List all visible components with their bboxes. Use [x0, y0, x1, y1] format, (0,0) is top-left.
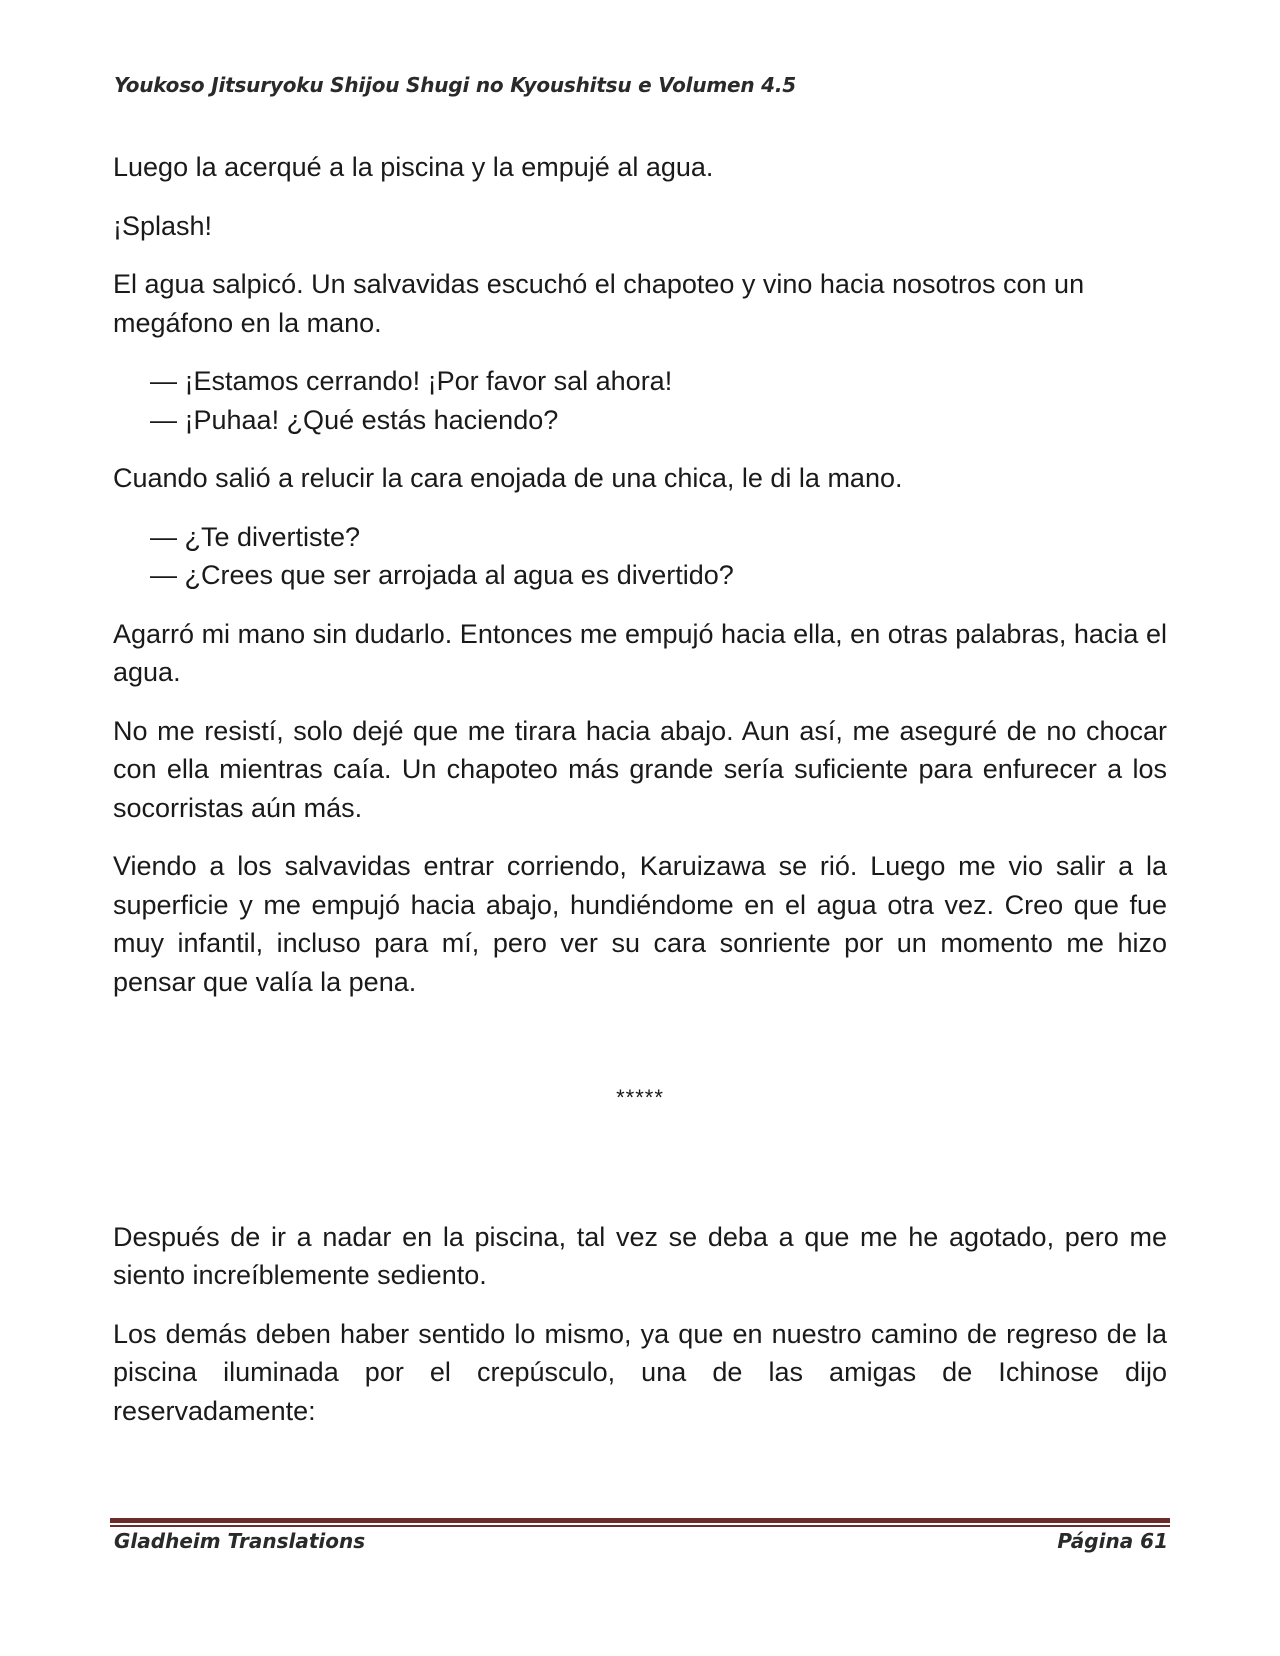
dialog-block [150, 362, 1167, 439]
running-header: Youkoso Jitsuryoku Shijou Shugi no Kyoushitsu e Volumen 4.5 [114, 73, 796, 97]
paragraph: Después de ir a nadar en la piscina, tal vez se deba a que me he agotado, pero me siento increíblemente sediento. [113, 1221, 1167, 1290]
dialog-block [150, 518, 1167, 595]
footer-rule-thin [110, 1525, 1170, 1527]
page-number: Página 61 [1057, 1529, 1168, 1553]
page-body [113, 148, 1167, 1450]
paragraph: Los demás deben haber sentido lo mismo, ya que en nuestro camino de regreso de la piscina iluminada por el crepúsculo, una de las amigas de Ichinose dijo reservadamente: [113, 1318, 1167, 1426]
dialog-line: — ¿Crees que ser arrojada al agua es divertido? [150, 560, 734, 590]
dialog-line: — ¿Te divertiste? [150, 521, 361, 552]
paragraph: Luego la acerqué a la piscina y la empujé al agua. [113, 152, 714, 182]
paragraph: Cuando salió a relucir la cara enojada de una chica, le di la mano. [113, 463, 903, 493]
footer-credit: Gladheim Translations [114, 1529, 366, 1553]
paragraph: No me resistí, solo dejé que me tirara hacia abajo. Aun así, me aseguré de no chocar con ella mientras caía. Un chapoteo más grande sería suficiente para enfurecer a los socorristas aún más. [113, 715, 1167, 823]
paragraph: ¡Splash! [113, 210, 213, 241]
dialog-line: — ¡Puhaa! ¿Qué estás haciendo? [150, 404, 559, 435]
paragraph: Viendo a los salvavidas entrar corriendo, Karuizawa se rió. Luego me vio salir a la superficie y me empujó hacia abajo, hundiéndome en el agua otra vez. Creo que fue muy infantil, incluso para mí, pero ver su cara sonriente por un momento me hizo pensar que valía la pena. [113, 851, 1167, 997]
paragraph: El agua salpicó. Un salvavidas escuchó el chapoteo y vino hacia nosotros con un megáfono en la mano. [113, 269, 1085, 338]
footer-rule [110, 1518, 1170, 1523]
scene-separator: ***** [616, 1085, 664, 1110]
dialog-line: — ¡Estamos cerrando! ¡Por favor sal ahora! [150, 366, 673, 396]
paragraph: Agarró mi mano sin dudarlo. Entonces me empujó hacia ella, en otras palabras, hacia el agua. [113, 618, 1167, 687]
